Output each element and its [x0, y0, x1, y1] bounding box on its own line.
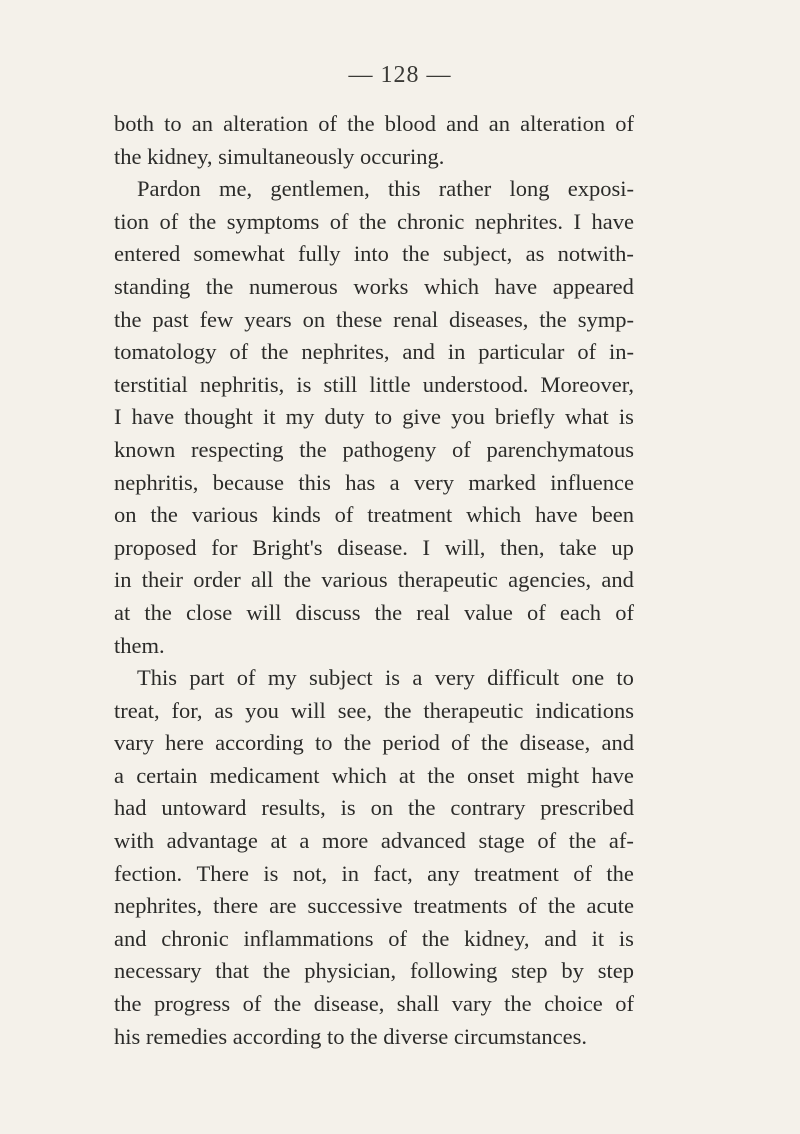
text-line: the past few years on these renal diseases, the symp-: [114, 306, 634, 332]
text-line: This part of my subject is a very difficult one to: [137, 665, 634, 691]
text-line: in their order all the various therapeutic agencies, and: [114, 567, 634, 593]
text-line: the progress of the disease, shall vary the choice of: [114, 991, 634, 1017]
text-line: fection. There is not, in fact, any treatment of the: [114, 860, 634, 886]
text-line: tion of the symptoms of the chronic nephrites. I have: [114, 208, 634, 234]
text-line: known respecting the pathogeny of parenchymatous: [114, 436, 634, 462]
text-line: nephrites, there are successive treatments of the acute: [114, 893, 634, 919]
text-line: I have thought it my duty to give you briefly what is: [114, 404, 634, 430]
text-line: proposed for Bright's disease. I will, then, take up: [114, 534, 634, 560]
text-line: a certain medicament which at the onset might have: [114, 762, 634, 788]
text-line: his remedies according to the diverse circumstances.: [114, 1023, 587, 1049]
text-line: standing the numerous works which have appeared: [114, 273, 634, 299]
text-line: treat, for, as you will see, the therapeutic indications: [114, 697, 634, 723]
text-line: and chronic inflammations of the kidney, and it is: [114, 925, 634, 951]
page-number: — 128 —: [348, 62, 452, 88]
text-line: both to an alteration of the blood and an alteration of: [114, 111, 634, 136]
text-line: nephritis, because this has a very marked influence: [114, 469, 634, 495]
body-text: [114, 108, 634, 1053]
text-line: terstitial nephritis, is still little understood. Moreover,: [114, 371, 634, 397]
text-line: necessary that the physician, following step by step: [114, 958, 634, 984]
text-line: entered somewhat fully into the subject, as notwith-: [114, 241, 634, 267]
text-line: at the close will discuss the real value of each of: [114, 599, 634, 625]
text-line: on the various kinds of treatment which have been: [114, 502, 634, 528]
text-line: tomatology of the nephrites, and in particular of in-: [114, 339, 634, 365]
text-line: with advantage at a more advanced stage of the af-: [114, 828, 634, 854]
text-line: had untoward results, is on the contrary prescribed: [114, 795, 634, 821]
text-line: Pardon me, gentlemen, this rather long exposi-: [137, 176, 634, 202]
text-line: the kidney, simultaneously occuring.: [114, 143, 445, 169]
text-line: vary here according to the period of the disease, and: [114, 730, 634, 756]
text-line: them.: [114, 632, 165, 658]
